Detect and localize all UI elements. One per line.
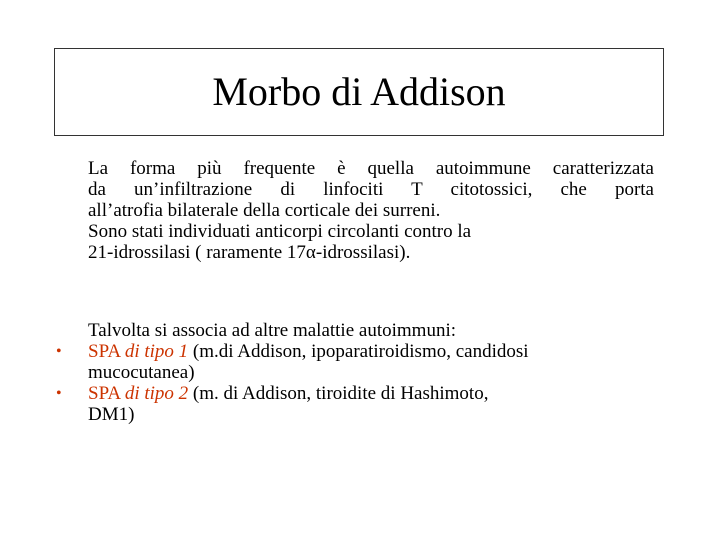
paragraph-pathogenesis [88,158,654,263]
text-line: La forma più frequente è quella autoimmune caratterizzata [88,158,654,179]
list-item-spa-1 [56,341,654,362]
slide-title: Morbo di Addison [212,69,506,114]
spa-type: di tipo 2 [124,383,189,404]
bullet-icon: • [56,385,62,402]
text-line: da un’infiltrazione di linfociti T citotossici, che porta [88,179,654,200]
title-box [54,48,664,136]
intro-line: Talvolta si associa ad altre malattie autoimmuni: [88,320,457,341]
list-item-spa-2 [56,383,654,404]
spa-abbr: SPA [88,341,121,362]
text-line: Sono stati individuati anticorpi circolanti contro la [88,221,472,242]
bullet-icon: • [56,343,62,360]
spa-abbr: SPA [88,383,121,404]
text-line: all’atrofia bilaterale della corticale dei surreni. [88,200,441,221]
spa-description-continued: mucocutanea) [88,362,195,383]
spa-description-continued: DM1) [88,404,135,425]
text-line: 21-idrossilasi ( raramente 17α-idrossilasi). [88,242,411,263]
spa-description: (m.di Addison, ipoparatiroidismo, candidosi [192,341,529,362]
spa-type: di tipo 1 [124,341,189,362]
spa-description: (m. di Addison, tiroidite di Hashimoto, [192,383,489,404]
paragraph-associations [56,320,654,425]
